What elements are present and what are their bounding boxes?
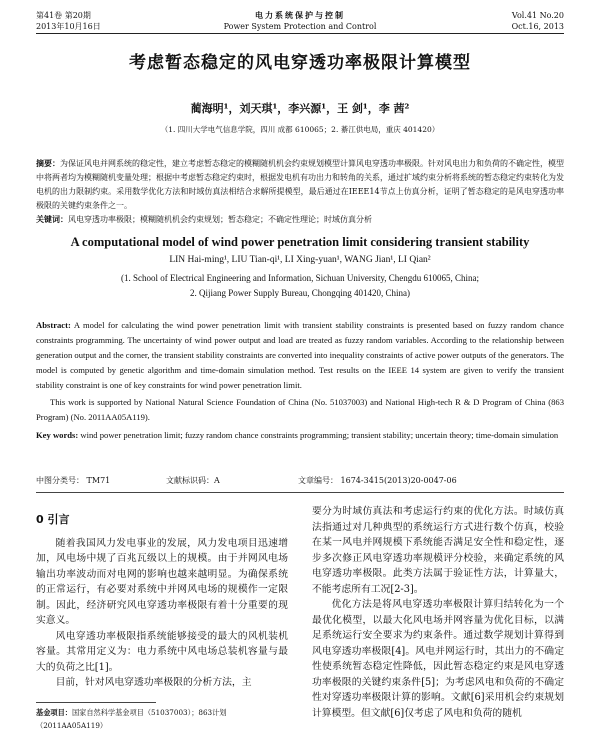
paragraph: 目前，针对风电穿透功率极限的分析方法，主	[55, 677, 252, 688]
keywords-en-text: wind power penetration limit; fuzzy random chance constraints programming; transient stability; uncertain theory; time-domain simulation	[80, 430, 559, 440]
keywords-cn	[36, 214, 564, 225]
paragraph: 优化方法是将风电穿透功率极限计算归结转化为一个最优化模型，以最大化风电场并网容量为优化目标，以满足系统运行安全要求为约束条件。通过数学规划计算得到风电穿透功率极限[4]。风电并网运行时，其出力的不确定性使系统暂态稳定性降低，因此暂态稳定约束是风电穿透功率极限的关键约束条件[5]；为考虑风电和负荷的不确定性对穿透功率极限计算的影响。文献[6]采用机会约束规划计算模型。但文献[6]仅考虑了风电和负荷的随机	[312, 599, 564, 719]
paragraph: 要分为时域仿真法和考虑运行约束的优化方法。时域仿真法指通过对几种典型的系统运行方式进行数个仿真，校验在某一风电并网规模下系统能否满足安全性和稳定性，逐步多次修正风电穿透功率规模评分校验，来确定系统的风电穿透功率极限。此类方法属于验证性方法，计算量大，不能考虑所有工况[2-3]。	[312, 506, 564, 595]
date-cn: 2013年10月16日	[36, 22, 101, 31]
english-affiliation-2: 2. Qijiang Power Supply Bureau, Chongqing 401420, China)	[190, 288, 410, 298]
document-code: 文献标识码：A	[166, 476, 220, 485]
footnote-rule	[36, 702, 156, 703]
section-heading-intro: 0 引言	[36, 513, 70, 526]
affiliation: （1. 四川大学电气信息学院，四川 成都 610065；2. 綦江供电局，重庆 401420）	[160, 125, 440, 134]
footnote-funding	[36, 706, 288, 732]
footnote-label: 基金项目：	[36, 708, 72, 717]
english-affiliation-1: (1. School of Electrical Engineering and Information, Sichuan University, Chengdu 610065, China;	[120, 273, 480, 283]
english-title: A computational model of wind power penetration limit considering transient stability	[70, 235, 530, 249]
keywords-cn-text: 风电穿透功率极限；模糊随机机会约束规划；暂态稳定；不确定性理论；时域仿真分析	[68, 215, 372, 224]
footnote-text: 国家自然科学基金项目（51037003）；863计划（2011AA05A119）	[36, 708, 227, 730]
funding-statement-en: This work is supported by National Natural Science Foundation of China (No. 51037003) and National High-tech R & D Program of China (863 Program) (No. 2011AA05A119).	[36, 397, 564, 422]
classification-rule	[36, 492, 564, 493]
abstract-en-text: A model for calculating the wind power penetration limit with transient stability constraints is presented based on fuzzy random chance constraints programming. The uncertainty of wind power output and load are treated as fuzzy random variables. According to the relationship between generation output and the corner, the transient stability constraints are converted into inequality constraints of active power outputs of the generators. The model is computed by genetic algorithm and time-domain simulation method. Test results on the IEEE 14 system are given to verify the transient stability constraint is one of key constraints for wind power penetration limit.	[36, 320, 564, 390]
left-column	[36, 504, 288, 691]
header-right	[512, 10, 564, 32]
header-center	[36, 10, 564, 32]
keywords-en	[36, 428, 564, 443]
volume-cn: 第41卷 第20期	[36, 11, 91, 20]
author-list: 蔺海明¹，刘天琪¹，李兴源¹，王 剑¹，李 茜²	[190, 102, 410, 115]
paper-title: 考虑暂态稳定的风电穿透功率极限计算模型	[129, 53, 471, 73]
abstract-en-label: Abstract:	[36, 320, 71, 330]
keywords-cn-label: 关键词：	[36, 214, 68, 224]
journal-name-en: Power System Protection and Control	[223, 22, 377, 31]
right-column	[312, 504, 564, 721]
paragraph: 风电穿透功率极限指系统能够接受的最大的风机装机容量。其常用定义为：电力系统中风电场总装机容量与最大的负荷之比[1]。	[36, 630, 288, 673]
english-authors: LIN Hai-ming¹, LIU Tian-qi¹, LI Xing-yuan¹, WANG Jian¹, LI Qian²	[169, 255, 431, 265]
volume-en: Vol.41 No.20	[511, 11, 564, 20]
clc-number: 中图分类号： TM71	[36, 476, 111, 485]
article-number: 文章编号： 1674-3415(2013)20-0047-06	[298, 476, 457, 485]
keywords-en-label: Key words:	[36, 430, 79, 440]
header-rule	[36, 33, 564, 34]
date-en: Oct.16, 2013	[511, 22, 564, 31]
english-affiliation	[0, 271, 600, 301]
abstract-cn-label: 摘要：	[36, 158, 60, 168]
abstract-en	[36, 318, 564, 393]
abstract-cn	[36, 156, 564, 213]
abstract-cn-text: 为保证风电并网系统的稳定性，建立考虑暂态稳定的模糊随机机会约束规划模型计算风电穿透功率极限。针对风电出力和负荷的不确定性，模型中将两者均为模糊随机变量处理；根据中考虑暂态稳定约束时，根据发电机有功出力和转角的关系，通过扩域约束分析将系统的暂态稳定约束转化为发电机的出力限制约束。采用数学优化方法和时域仿真法相结合求解所提模型，最后通过在IEEE14节点上仿真分析，证明了暂态稳定的是风电穿透功率极限的关键约束条件之一。	[36, 159, 564, 210]
journal-name-cn: 电力系统保护与控制	[255, 11, 345, 20]
running-header	[36, 10, 564, 34]
paragraph: 随着我国风力发电事业的发展，风力发电项目迅速增加，风电场中规了百兆瓦级以上的规模。由于并网风电场输出功率波动而对电网的影响也越来越明显。为确保系统的正常运行，有必要对系统中并网风电场的规模作一定限制。因此，经济研究风电穿透功率极限有着十分重要的现实意义。	[36, 537, 288, 626]
